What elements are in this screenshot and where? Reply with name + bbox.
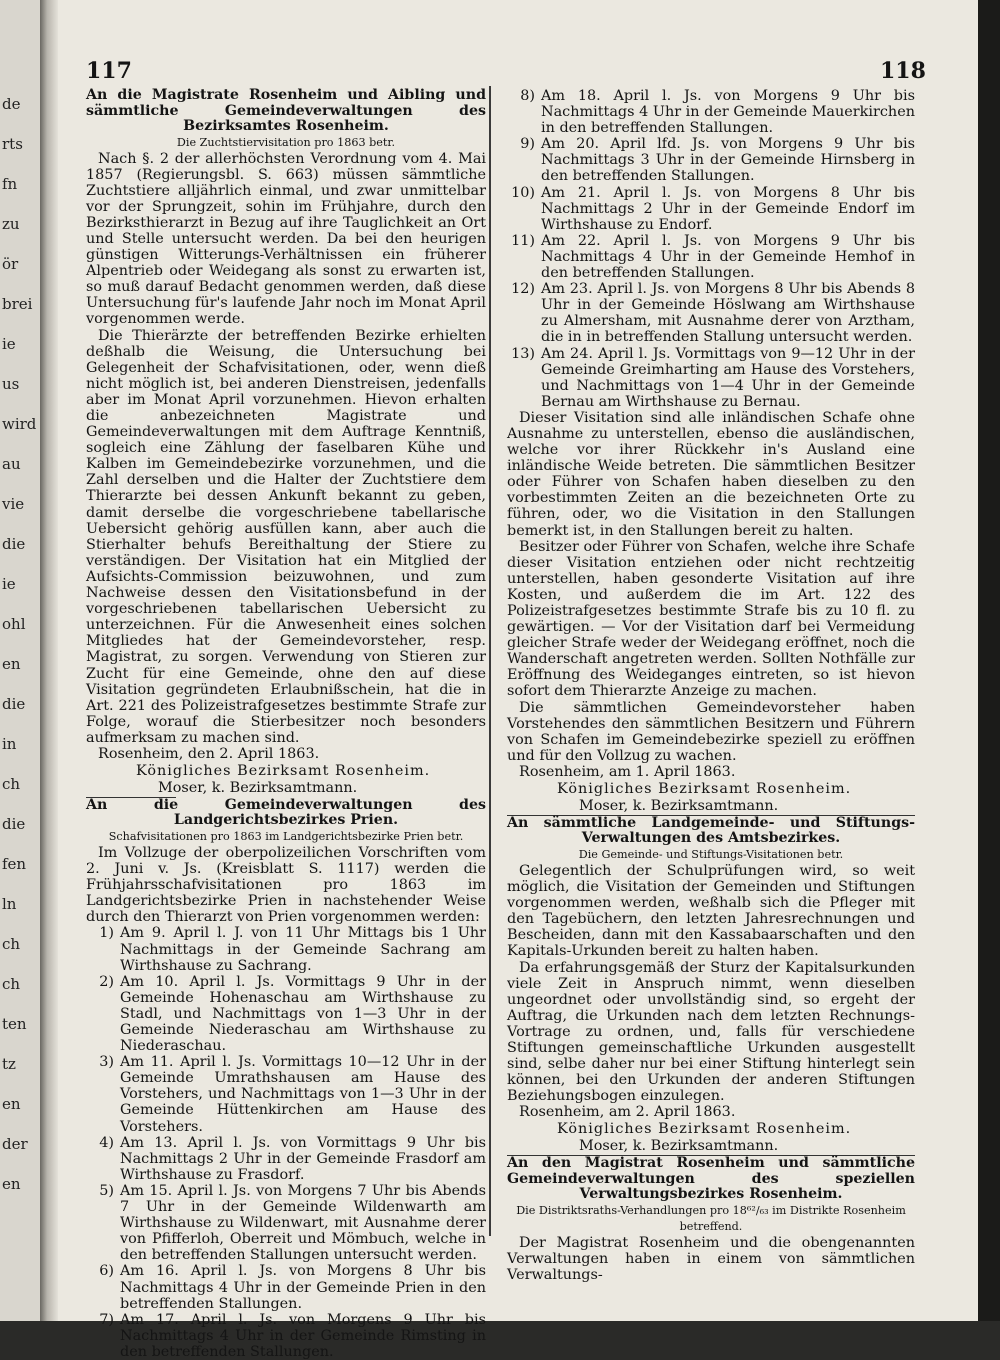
- previous-page-fragment: ör: [2, 255, 19, 273]
- page-gutter: [40, 0, 58, 1321]
- previous-page-fragment: ten: [2, 1015, 27, 1033]
- notice-official: Moser, k. Bezirksamtmann.: [579, 1138, 779, 1155]
- list-item-number: 4): [99, 1134, 114, 1151]
- list-item-text: Am 13. April l. Js. von Vormittags 9 Uhr bis Nachmittags 2 Uhr in der Gemeinde Frasdorf am Wirthshause zu Frasdorf.: [120, 1134, 486, 1183]
- notice-office: Königliches Bezirksamt Rosenheim.: [557, 780, 852, 797]
- list-item-text: Am 24. April l. Js. Vormittags von 9—12 Uhr in der Gemeinde Greimharting am Hause des Vorstehers, und Nachmittags von 1—4 Uhr in der Gemeinde Bernau am Wirthshause zu Bernau.: [541, 345, 915, 410]
- list-item: [507, 233, 915, 281]
- notice-date: Rosenheim, am 2. April 1863.: [519, 1104, 736, 1121]
- visitation-list: [86, 925, 486, 1360]
- list-item-text: Am 9. April l. J. von 11 Uhr Mittags bis 1 Uhr Nachmittags in der Gemeinde Sachrang am Wirthshause zu Sachrang.: [120, 925, 486, 974]
- list-item-text: Am 10. April l. Js. Vormittags 9 Uhr in der Gemeinde Hohenaschau am Wirthshause zu Stadl, und Nachmittags von 1—3 Uhr in der Gemeinde Niederaschau am Wirthshause zu Niederaschau.: [120, 973, 486, 1055]
- right-column: [507, 88, 915, 1283]
- page-number-left: 117: [86, 58, 132, 84]
- previous-page-fragment: en: [2, 1175, 21, 1193]
- list-item: [86, 1135, 486, 1183]
- previous-page-fragment: ie: [2, 335, 16, 353]
- list-item: [507, 88, 915, 136]
- notice-stiftungs-visitation: [507, 816, 915, 1155]
- list-item-text: Am 17. April l. Js. von Morgens 9 Uhr bis Nachmittags 4 Uhr in der Gemeinde Rimsting in den betreffenden Stallungen.: [120, 1311, 486, 1360]
- notice-office: Königliches Bezirksamt Rosenheim.: [136, 762, 431, 779]
- column-divider: [489, 86, 491, 1236]
- list-item-number: 8): [520, 88, 535, 104]
- list-item: [507, 346, 915, 410]
- previous-page-fragment: die: [2, 535, 26, 553]
- list-item: [86, 1312, 486, 1360]
- previous-page-fragment: de: [2, 95, 21, 113]
- list-item-text: Am 21. April l. Js. von Morgens 8 Uhr bis Nachmittags 2 Uhr in der Gemeinde Endorf im Wirthshause zu Endorf.: [541, 184, 915, 233]
- notice-official: Moser, k. Bezirksamtmann.: [579, 797, 779, 814]
- notice-paragraph: Der Magistrat Rosenheim und die obengenannten Verwaltungen haben in einem von sämmtlichen Verwaltungs-: [507, 1234, 915, 1284]
- list-item: [86, 1263, 486, 1311]
- previous-page-fragment: fn: [2, 175, 18, 193]
- notice-paragraph: Gelegentlich der Schulprüfungen wird, so weit möglich, die Visitation der Gemeinden und Stiftungen vorgenommen werden, weßhalb sich die Pfleger mit den Tagebüchern, den letzten Jahresrechnungen und Bescheiden, dann mit den Kassabaarschaften und den Kapitals-Urkunden bereit zu halten haben.: [507, 862, 915, 960]
- left-column: [86, 88, 486, 1360]
- list-item-number: 10): [511, 184, 535, 201]
- list-item: [86, 1054, 486, 1134]
- list-item-number: 3): [99, 1054, 114, 1071]
- previous-page-fragment: ohl: [2, 615, 26, 633]
- notice-paragraph: Die sämmtlichen Gemeindevorsteher haben Vorstehendes den sämmtlichen Besitzern und Führern von Schafen im Gemeindebezirke speziell zu eröffnen und für den Vollzug zu wachen.: [507, 699, 915, 764]
- previous-page-fragment: ie: [2, 575, 16, 593]
- list-item-number: 9): [520, 136, 535, 153]
- notice-date: Rosenheim, am 1. April 1863.: [519, 763, 736, 780]
- notice-date: Rosenheim, den 2. April 1863.: [98, 745, 320, 762]
- previous-page-fragment: die: [2, 695, 26, 713]
- list-item-text: Am 16. April l. Js. von Morgens 8 Uhr bis Nachmittags 4 Uhr in der Gemeinde Prien in den betreffenden Stallungen.: [120, 1263, 486, 1312]
- notice-schafvisitation: [86, 798, 486, 1360]
- previous-page-fragment: in: [2, 735, 17, 753]
- page-number-right: 118: [880, 58, 926, 84]
- previous-page-fragment: wird: [2, 415, 37, 433]
- notice-zuchtstier: [86, 88, 486, 797]
- scan-right-edge: [978, 0, 1000, 1321]
- previous-page-fragment: ln: [2, 895, 17, 913]
- list-item-number: 5): [99, 1182, 114, 1199]
- previous-page-fragment: ch: [2, 935, 21, 953]
- notice-distriktsrath: [507, 1156, 915, 1283]
- list-item-text: Am 15. April l. Js. von Morgens 7 Uhr bis Abends 7 Uhr in der Gemeinde Wildenwarth am Wirthshause zu Wildenwart, mit Ausnahme derer von Pfifferloh, Oberreit und Mömbuch, welche in den betreffenden Stallungen untersucht werden.: [120, 1182, 486, 1264]
- notice-title: An die Magistrate Rosenheim und Aibling und sämmtliche Gemeindeverwaltungen des Bezirksamtes Rosenheim.: [86, 87, 486, 134]
- previous-page-fragment: en: [2, 655, 21, 673]
- visitation-list: [507, 88, 915, 410]
- notice-official: Moser, k. Bezirksamtmann.: [158, 779, 358, 796]
- list-item-number: 12): [511, 281, 535, 298]
- notice-office: Königliches Bezirksamt Rosenheim.: [557, 1121, 852, 1138]
- list-item: [507, 136, 915, 184]
- list-item-text: Am 11. April l. Js. Vormittags 10—12 Uhr in der Gemeinde Umrathshausen am Hause des Vorstehers, und Nachmittags von 1—3 Uhr in der Gemeinde Hüttenkirchen am Hause des Vorstehers.: [120, 1054, 486, 1135]
- previous-page-fragment: en: [2, 1095, 21, 1113]
- notice-subtitle: Die Gemeinde- und Stiftungs-Visitationen betr.: [578, 847, 844, 861]
- list-item-number: 7): [99, 1311, 114, 1328]
- previous-page-fragment: brei: [2, 295, 33, 313]
- list-item: [86, 974, 486, 1054]
- list-item-number: 1): [99, 925, 114, 942]
- previous-page-fragment: ch: [2, 975, 21, 993]
- previous-page-fragment: rts: [2, 135, 23, 153]
- previous-page-fragment: tz: [2, 1055, 16, 1073]
- list-item-text: Am 23. April l. Js. von Morgens 8 Uhr bis Abends 8 Uhr in der Gemeinde Höslwang am Wirthshause zu Almersham, mit Ausnahme derer von Arztham, die in in betreffenden Stallung untersucht werden.: [541, 281, 915, 346]
- notice-title: An die Gemeindeverwaltungen des Landgerichtsbezirkes Prien.: [86, 796, 486, 829]
- list-item-text: Am 18. April l. Js. von Morgens 9 Uhr bis Nachmittags 4 Uhr in der Gemeinde Mauerkirchen in den betreffenden Stallungen.: [541, 88, 915, 137]
- notice-paragraph: Nach §. 2 der allerhöchsten Verordnung vom 4. Mai 1857 (Regierungsbl. S. 663) müssen sämmtliche Zuchtstiere alljährlich einmal, und zwar unmittelbar vor der Sprungzeit, sohin im Frühjahre, durch den Bezirksthierarzt in Bezug auf ihre Tauglichkeit an Ort und Stelle untersucht werden. Da bei den heurigen günstigen Witterungs-Verhältnissen ein früherer Alpentrieb oder Weidegang als sonst zu erwarten ist, so muß darauf Bedacht genommen werden, daß diese Untersuchung für's laufende Jahr noch im Monat April vorgenommen werde.: [86, 150, 486, 328]
- notice-paragraph: Da erfahrungsgemäß der Sturz der Kapitalsurkunden viele Zeit in Anspruch nimmt, wenn dieselben ungeordnet oder unvollständig sind, so ergeht der Auftrag, die Urkunden nach dem letzten Rechnungs-Vortrage zu ordnen, und, falls für verschiedene Stiftungen gemeinschaftliche Urkunden ausgestellt sind, selbe daher nur bei einer Stiftung hinterlegt sein können, bei den Urkunden der anderen Stiftungen Beziehungsbogen einzulegen.: [507, 959, 915, 1105]
- list-item-number: 11): [511, 232, 535, 249]
- notice-subtitle: Die Zuchtstiervisitation pro 1863 betr.: [176, 135, 396, 149]
- list-item: [86, 925, 486, 973]
- list-item: [507, 281, 915, 345]
- list-item-number: 13): [511, 345, 535, 362]
- notice-paragraph: Besitzer oder Führer von Schafen, welche ihre Schafe dieser Visitation entziehen oder nicht rechtzeitig unterstellen, haben gesonderte Visitation auf ihre Kosten, und außerdem die im Art. 122 des Polizeistrafgesetzes bestimmte Strafe bis zu 10 fl. zu gewärtigen. — Vor der Visitation darf bei Vermeidung gleicher Strafe weder der Weidegang eröffnet, noch die Wanderschaft angetreten werden. Sollten Nothfälle zur Eröffnung des Weideganges eintreten, so ist hievon sofort dem Thierarzte Anzeige zu machen.: [507, 538, 915, 700]
- previous-page-fragment: zu: [2, 215, 20, 233]
- notice-paragraph: Im Vollzuge der oberpolizeilichen Vorschriften vom 2. Juni v. Js. (Kreisblatt S. 1117) werden die Frühjahrsschafvisitationen pro 1863 im Landgerichtsbezirke Prien in nachstehender Weise durch den Thierarzt von Prien vorgenommen werden:: [86, 844, 486, 926]
- list-item-number: 6): [99, 1263, 114, 1280]
- list-item: [86, 1183, 486, 1263]
- list-item: [507, 185, 915, 233]
- previous-page-edge: [0, 0, 40, 1321]
- previous-page-fragment: vie: [2, 495, 25, 513]
- previous-page-fragment: fen: [2, 855, 27, 873]
- notice-subtitle: Schafvisitationen pro 1863 im Landgerichtsbezirke Prien betr.: [108, 829, 464, 843]
- list-item-number: 2): [99, 973, 114, 990]
- previous-page-fragment: ch: [2, 775, 21, 793]
- notice-paragraph: Dieser Visitation sind alle inländischen Schafe ohne Ausnahme zu unterstellen, ebenso die ausländischen, welche vor ihrer Rückkehr in's Ausland eine inländische Weide betreten. Die sämmtlichen Besitzer oder Führer von Schafen haben dieselben zu den vorbestimmten Zeiten an die bezeichneten Orte zu führen, oder, wo die Visitation in den Stallungen bemerkt ist, in den Stallungen bereit zu halten.: [507, 409, 915, 539]
- list-item-text: Am 22. April l. Js. von Morgens 9 Uhr bis Nachmittags 4 Uhr in der Gemeinde Hemhof in den betreffenden Stallungen.: [541, 232, 915, 282]
- list-item-text: Am 20. April lfd. Js. von Morgens 9 Uhr bis Nachmittags 3 Uhr in der Gemeinde Hirnsberg in den betreffenden Stallungen.: [541, 136, 915, 185]
- previous-page-fragment: us: [2, 375, 20, 393]
- previous-page-fragment: au: [2, 455, 21, 473]
- notice-subtitle: Die Distriktsraths-Verhandlungen pro 18⁶²/₆₃ im Distrikte Rosenheim betreffend.: [516, 1203, 906, 1233]
- notice-title: An sämmtliche Landgemeinde- und Stiftungs-Verwaltungen des Amtsbezirkes.: [507, 814, 915, 847]
- notice-paragraph: Die Thierärzte der betreffenden Bezirke erhielten deßhalb die Weisung, die Untersuchung bei Gelegenheit der Schafvisitationen, oder, wenn dieß nicht möglich ist, bei anderen Dienstreisen, jedenfalls aber im Monat April vorzunehmen. Hievon erhalten die anbezeichneten Magistrate und Gemeindeverwaltungen mit dem Auftrage Kenntniß, sogleich eine Zählung der faselbaren Kühe und Kalben im Gemeindebezirke vorzunehmen, und die Zahl derselben und die Halter der Zuchtstiere dem Thierarzte bei dessen Ankunft bekannt zu geben, damit derselbe die vorgeschriebene tabellarische Uebersicht gehörig ausfüllen kann, aber auch die Stierhalter behufs Bereithaltung der Stiere zu verständigen. Der Visitation hat ein Mitglied der Aufsichts-Commission beizuwohnen, und zum Nachweise dessen den Visitationsbefund in der vorgeschriebenen tabellarischen Uebersicht zu unterzeichnen. Für die Anwesenheit eines solchen Mitgliedes hat der Gemeindevorsteher, resp. Magistrat, zu sorgen. Verwendung von Stieren zur Zucht für eine Gemeinde, ohne den auf diese Visitation gegründeten Erlaubnißschein, hat die in Art. 221 des Polizeistrafgesetzes bestimmte Strafe zur Folge, worauf die Stierbesitzer noch besonders aufmerksam zu machen sind.: [86, 327, 486, 746]
- notice-title: An den Magistrat Rosenheim und sämmtliche Gemeindeverwaltungen des speziellen Verwaltungsbezirkes Rosenheim.: [507, 1155, 915, 1203]
- previous-page-fragment: der: [2, 1135, 28, 1153]
- previous-page-fragment: die: [2, 815, 26, 833]
